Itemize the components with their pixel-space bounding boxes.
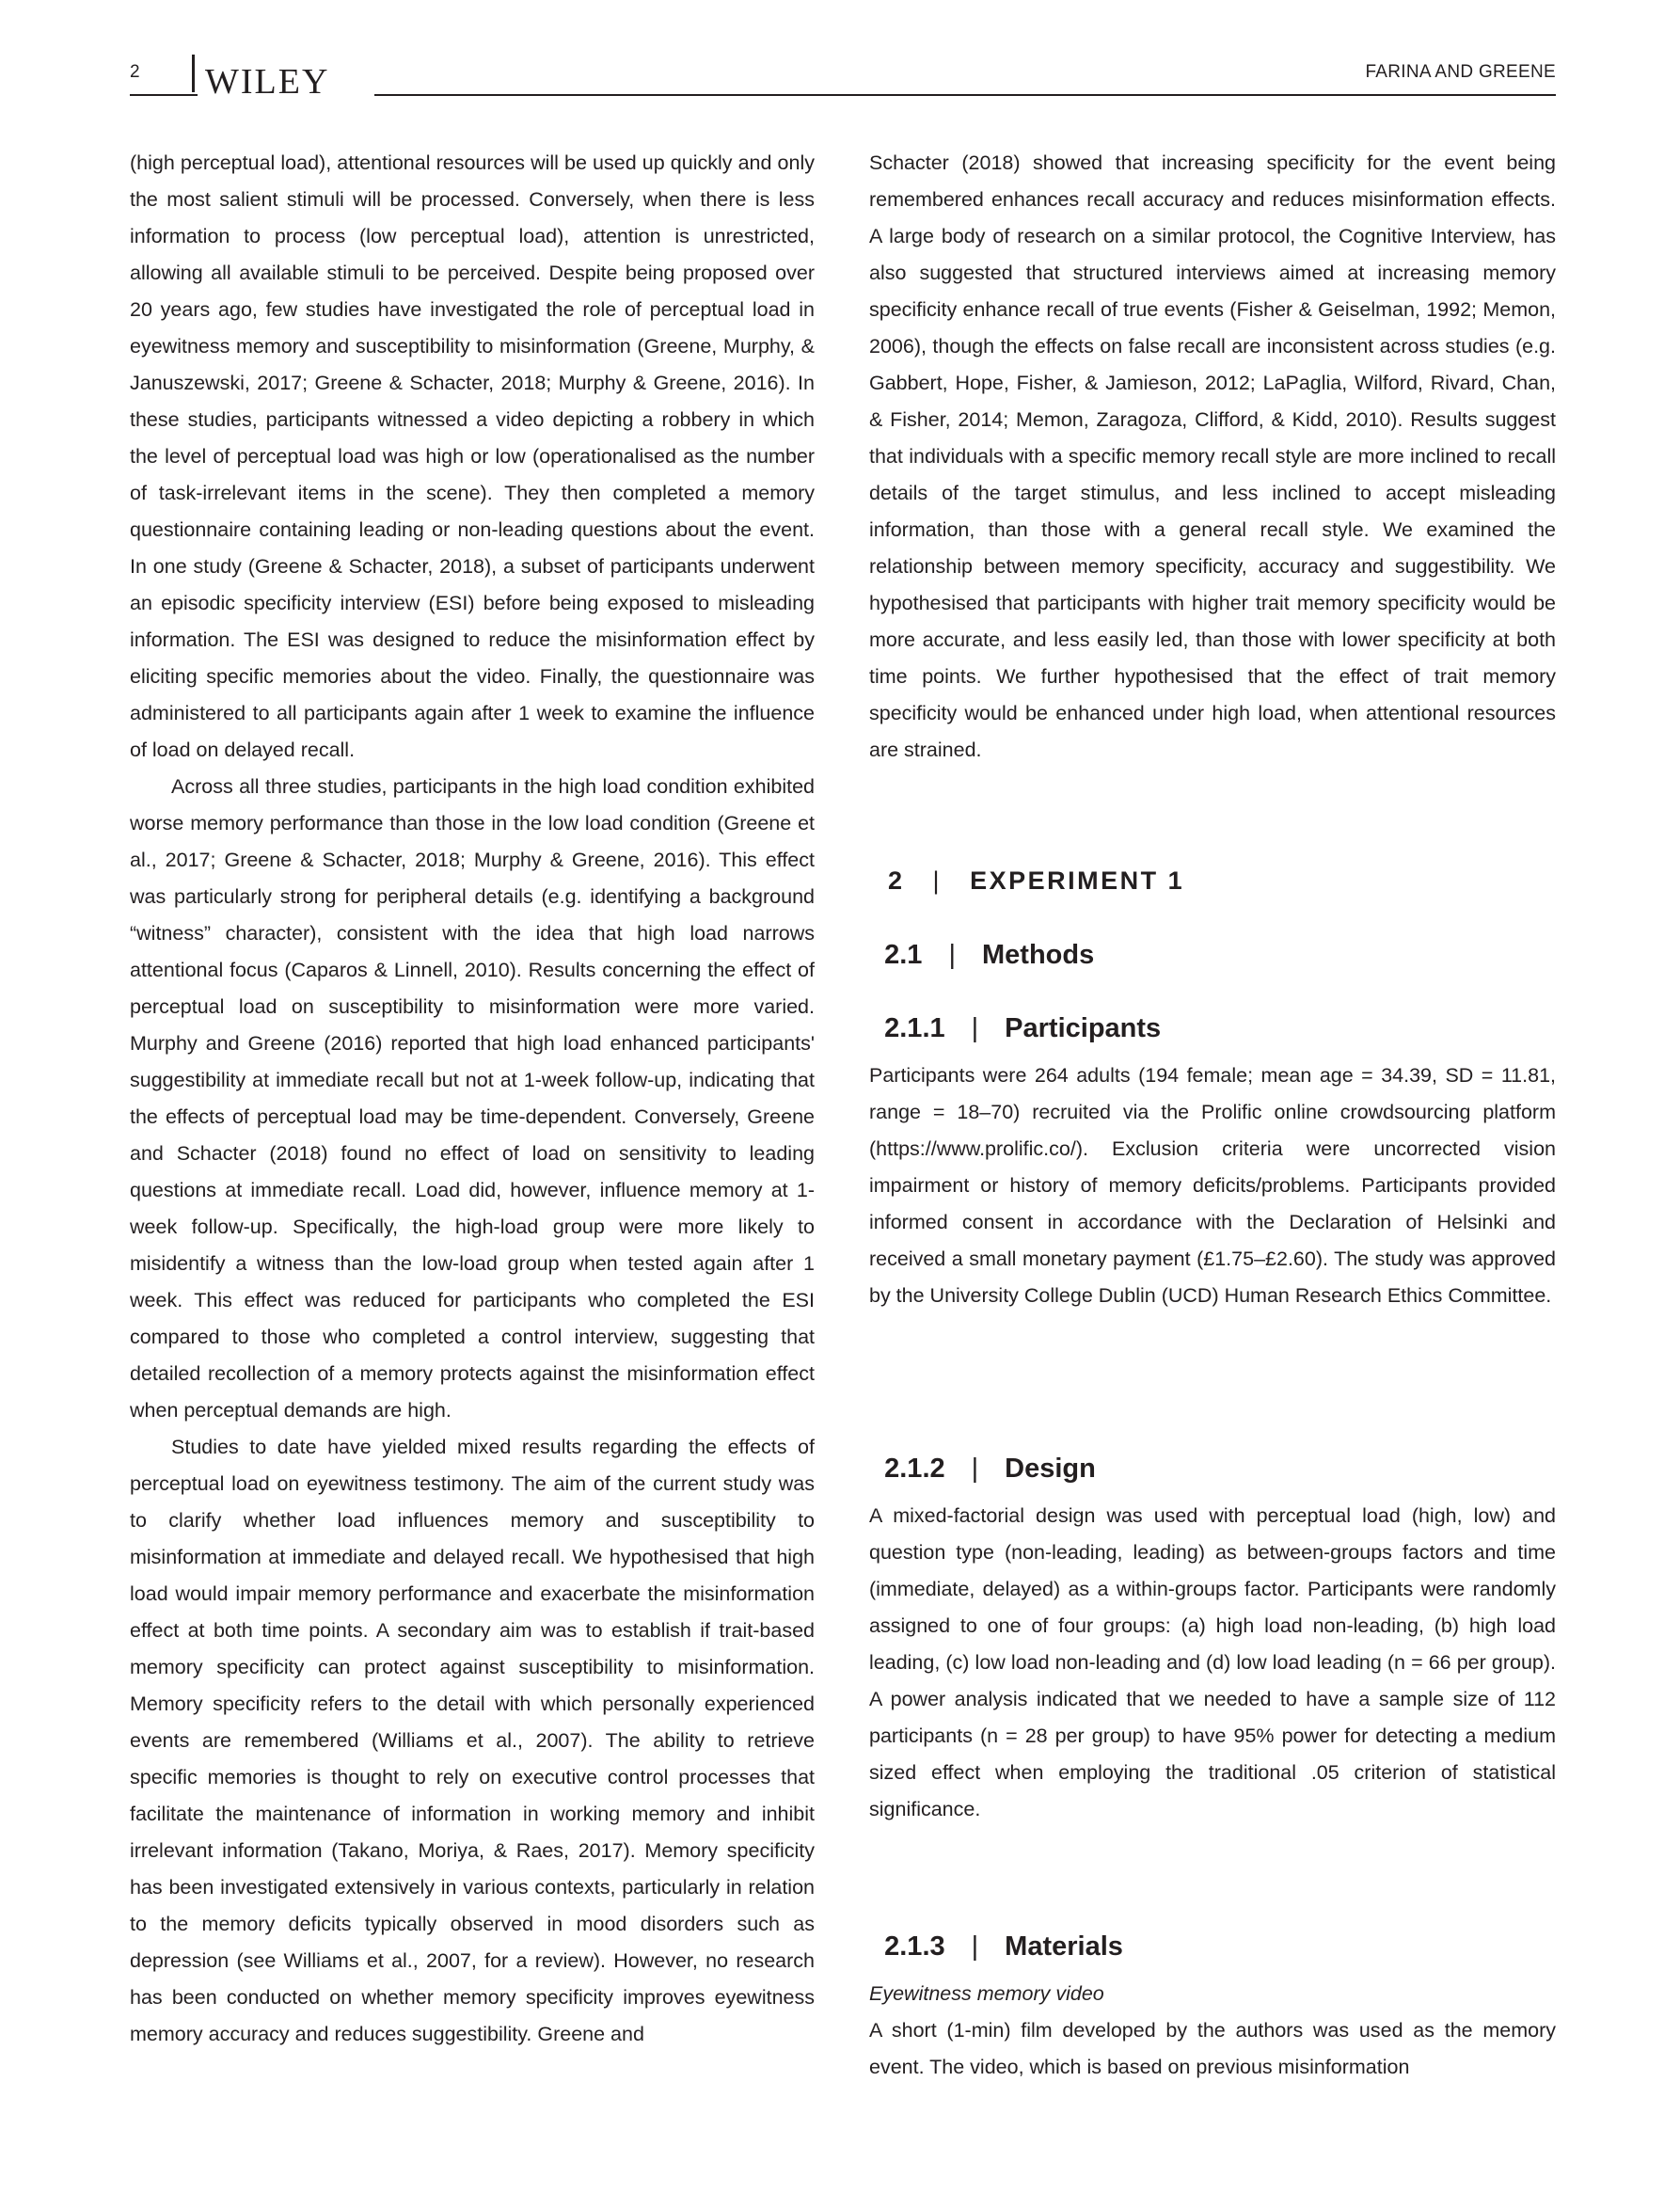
subsection-title: Methods — [982, 940, 1095, 970]
left-paragraph-2: Across all three studies, participants in the high load condition exhibited worse memory performance than those in the low load condition (Greene et al., 2017; Greene & Schacter, 2018; Murphy & Greene, 2016). This effect was particularly strong for peripheral details (e.g. identifying a background “witness” character), consistent with the idea that high load narrows attentional focus (Caparos & Linnell, 2010). Results concerning the effect of perceptual load on susceptibility to misinformation were more varied. Murphy and Greene (2016) reported that high load enhanced participants' suggestibility at immediate recall but not at 1-week follow-up, indicating that the effects of perceptual load may be time-dependent. Conversely, Greene and Schacter (2018) found no effect of load on sensitivity to leading questions at immediate recall. Load did, however, influence memory at 1-week follow-up. Specifically, the high-load group were more likely to misidentify a witness than the low-load group when tested again after 1 week. This effect was reduced for participants who completed the ESI compared to those who completed a control interview, suggesting that detailed recollection of a memory protects against the misinformation effect when perceptual demands are high. — [130, 775, 815, 1422]
journal-logo: WILEY — [205, 62, 330, 102]
subsubsection-heading-materials — [869, 1900, 1123, 1963]
participants-paragraph: Participants were 264 adults (194 female; mean age = 34.39, SD = 11.81, range = 18–70) recruited via the Prolific online crowdsourcing platform (https://www.prolific.co/). Exclusion criteria were uncorrected vision impairment or history of memory deficits/problems. Participants provided informed consent in accordance with the Declaration of Helsinki and received a small monetary payment (£1.75–£2.60). The study was approved by the University College Dublin (UCD) Human Research Ethics Committee. — [869, 1064, 1556, 1307]
heading-separator: | — [971, 1454, 979, 1484]
left-paragraph-1: (high perceptual load), attentional resources will be used up quickly and only the most salient stimuli will be processed. Conversely, when there is less information to process (low perceptual load), attention is unrestricted, allowing all available stimuli to be perceived. Despite being proposed over 20 years ago, few studies have investigated the role of perceptual load in eyewitness memory and susceptibility to misinformation (Greene, Murphy, & Januszewski, 2017; Greene & Schacter, 2018; Murphy & Greene, 2016). In these studies, participants witnessed a video depicting a robbery in which the level of perceptual load was high or low (operationalised as the number of task-irrelevant items in the scene). They then completed a memory questionnaire containing leading or non-leading questions about the event. In one study (Greene & Schacter, 2018), a subset of participants underwent an episodic specificity interview (ESI) before being exposed to misleading information. The ESI was designed to reduce the misinformation effect by eliciting specific memories about the video. Finally, the questionnaire was administered to all participants again after 1 week to examine the influence of load on delayed recall. — [130, 151, 815, 761]
left-paragraph-3: Studies to date have yielded mixed results regarding the effects of perceptual load on eyewitness testimony. The aim of the current study was to clarify whether load influences memory and susceptibility to misinformation at immediate and delayed recall. We hypothesised that high load would impair memory performance and exacerbate the misinformation effect at both time points. A secondary aim was to establish if trait-based memory specificity can protect against susceptibility to misinformation. Memory specificity refers to the detail with which personally experienced events are remembered (Williams et al., 2007). The ability to retrieve specific memories is thought to rely on executive control processes that facilitate the maintenance of information in working memory and inhibit irrelevant information (Takano, Moriya, & Raes, 2017). Memory specificity has been investigated extensively in various contexts, particularly in relation to the memory deficits typically observed in mood disorders such as depression (see Williams et al., 2007, for a review). However, no research has been conducted on whether memory specificity improves eyewitness memory accuracy and reduces suggestibility. Greene and — [130, 1436, 815, 2045]
heading-separator: | — [971, 1931, 979, 1962]
materials-subheading: Eyewitness memory video — [869, 1982, 1104, 2005]
left-column — [130, 145, 815, 2053]
materials-block — [869, 1976, 1556, 2086]
subsubsection-heading-participants — [869, 982, 1161, 1044]
header-divider — [192, 55, 195, 92]
header-rule-right — [374, 94, 1556, 96]
running-head: FARINA AND GREENE — [1365, 62, 1556, 82]
subsubsection-number: 2.1.2 — [884, 1454, 945, 1484]
right-column-intro — [869, 145, 1556, 769]
subsubsection-number: 2.1.1 — [884, 1013, 945, 1043]
subsection-heading-methods — [869, 909, 1094, 971]
page-number: 2 — [130, 62, 140, 82]
heading-separator: | — [948, 940, 956, 970]
section-number: 2 — [888, 866, 905, 895]
design-paragraph-block — [869, 1498, 1556, 1828]
subsection-number: 2.1 — [884, 940, 923, 970]
section-heading-experiment-1 — [869, 837, 1184, 896]
header-rule-left — [130, 94, 198, 96]
subsubsection-heading-design — [869, 1422, 1096, 1485]
materials-paragraph: A short (1-min) film developed by the authors was used as the memory event. The video, which is based on previous misinformation — [869, 2019, 1556, 2078]
subsubsection-title: Materials — [1005, 1931, 1123, 1962]
heading-separator: | — [932, 866, 943, 895]
participants-paragraph-block — [869, 1057, 1556, 1314]
subsubsection-number: 2.1.3 — [884, 1931, 945, 1962]
right-paragraph-1: Schacter (2018) showed that increasing specificity for the event being remembered enhances recall accuracy and reduces misinformation effects. A large body of research on a similar protocol, the Cognitive Interview, has also suggested that structured interviews aimed at increasing memory specificity enhance recall of true events (Fisher & Geiselman, 1992; Memon, 2006), though the effects on false recall are inconsistent across studies (e.g. Gabbert, Hope, Fisher, & Jamieson, 2012; LaPaglia, Wilford, Rivard, Chan, & Fisher, 2014; Memon, Zaragoza, Clifford, & Kidd, 2010). Results suggest that individuals with a specific memory recall style are more inclined to recall details of the target stimulus, and less inclined to accept misleading information, than those with a general recall style. We examined the relationship between memory specificity, accuracy and suggestibility. We hypothesised that participants with higher trait memory specificity would be more accurate, and less easily led, than those with lower specificity at both time points. We further hypothesised that the effect of trait memory specificity would be enhanced under high load, when attentional resources are strained. — [869, 151, 1556, 761]
subsubsection-title: Participants — [1005, 1013, 1162, 1043]
subsubsection-title: Design — [1005, 1454, 1096, 1484]
section-title: EXPERIMENT 1 — [970, 866, 1185, 895]
design-paragraph: A mixed-factorial design was used with perceptual load (high, low) and question type (non-leading, leading) as between-groups factors and time (immediate, delayed) as a within-groups factor. Participants were randomly assigned to one of four groups: (a) high load non-leading, (b) high load leading, (c) low load non-leading and (d) low load leading (n = 66 per group). A power analysis indicated that we needed to have a sample size of 112 participants (n = 28 per group) to have 95% power for detecting a medium sized effect when employing the traditional .05 criterion of statistical significance. — [869, 1504, 1556, 1820]
page-header — [130, 55, 1556, 102]
heading-separator: | — [971, 1013, 979, 1043]
